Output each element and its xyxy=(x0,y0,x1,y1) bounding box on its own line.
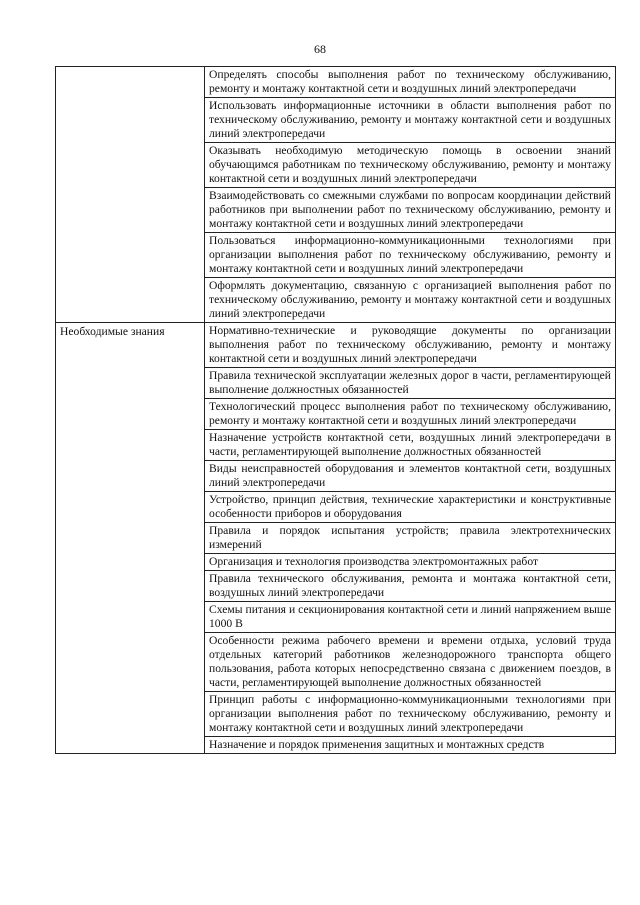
knowledge-item: Назначение устройств контактной сети, воздушных линий электропередачи в части, регламентирующей выполнение должностных обязанностей xyxy=(205,430,616,461)
knowledge-item: Правила технического обслуживания, ремонта и монтажа контактной сети, воздушных линий электропередачи xyxy=(205,571,616,602)
knowledge-item: Виды неисправностей оборудования и элементов контактной сети, воздушных линий электропередачи xyxy=(205,461,616,492)
page-number: 68 xyxy=(314,42,326,56)
knowledge-item: Принцип работы с информационно-коммуникационными технологиями при организации выполнения работ по техническому обслуживанию, ремонту и монтажу контактной сети и воздушных линий электропередачи xyxy=(205,692,616,737)
knowledge-item: Особенности режима рабочего времени и времени отдыха, условий труда отдельных категорий работников железнодорожного транспорта общего пользования, работа которых непосредственно связана с движением поездов, в части, регламентирующей выполнение должностных обязанностей xyxy=(205,633,616,692)
knowledge-item: Технологический процесс выполнения работ по техническому обслуживанию, ремонту и монтажу контактной сети и воздушных линий электропередачи xyxy=(205,399,616,430)
table-row xyxy=(56,67,616,98)
knowledge-item: Устройство, принцип действия, технические характеристики и конструктивные особенности приборов и оборудования xyxy=(205,492,616,523)
skill-item: Оформлять документацию, связанную с организацией выполнения работ по техническому обслуживанию, ремонту и монтажу контактной сети и воздушных линий электропередачи xyxy=(205,278,616,323)
row-label-required-knowledge: Необходимые знания xyxy=(56,323,205,754)
row-label-skills xyxy=(56,67,205,323)
knowledge-item: Схемы питания и секционирования контактной сети и линий напряжением выше 1000 В xyxy=(205,602,616,633)
knowledge-item: Нормативно-технические и руководящие документы по организации выполнения работ по техническому обслуживанию, ремонту и монтажу контактной сети и воздушных линий электропередачи xyxy=(205,323,616,368)
skill-item: Оказывать необходимую методическую помощь в освоении знаний обучающимся работникам по техническому обслуживанию, ремонту и монтажу контактной сети и воздушных линий электропередачи xyxy=(205,143,616,188)
knowledge-item: Правила и порядок испытания устройств; правила электротехнических измерений xyxy=(205,523,616,554)
table-row xyxy=(56,323,616,368)
knowledge-item: Назначение и порядок применения защитных и монтажных средств xyxy=(205,737,616,754)
knowledge-item: Организация и технология производства электромонтажных работ xyxy=(205,554,616,571)
skill-item: Определять способы выполнения работ по техническому обслуживанию, ремонту и монтажу контактной сети и воздушных линий электропередачи xyxy=(205,67,616,98)
competency-table xyxy=(55,66,616,754)
skill-item: Использовать информационные источники в области выполнения работ по техническому обслуживанию, ремонту и монтажу контактной сети и воздушных линий электропередачи xyxy=(205,98,616,143)
skill-item: Взаимодействовать со смежными службами по вопросам координации действий работников при выполнении работ по техническому обслуживанию, ремонту и монтажу контактной сети и воздушных линий электропередачи xyxy=(205,188,616,233)
knowledge-item: Правила технической эксплуатации железных дорог в части, регламентирующей выполнение должностных обязанностей xyxy=(205,368,616,399)
skill-item: Пользоваться информационно-коммуникационными технологиями при организации выполнения работ по техническому обслуживанию, ремонту и монтажу контактной сети и воздушных линий электропередачи xyxy=(205,233,616,278)
